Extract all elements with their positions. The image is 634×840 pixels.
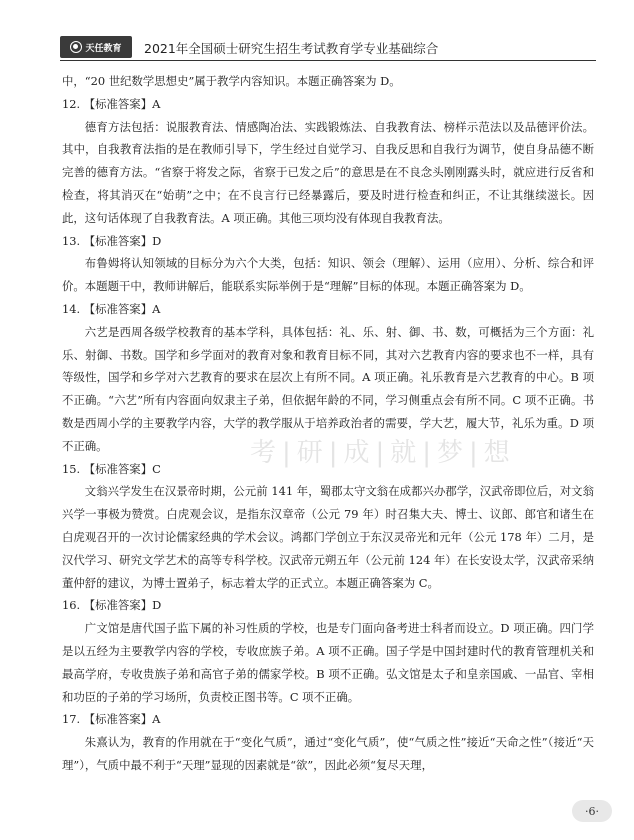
explanation-paragraph: 文翁兴学发生在汉景帝时期，公元前 141 年，蜀郡太守文翁在成都兴办郡学，汉武帝即位后，对文翁兴学一事极为赞赏。白虎观会议，是指东汉章帝（公元 79 年）时召集大夫、博士、议郎、郎官和诸生在白虎观召开的一次讨论儒家经典的学术会议。鸿都门学创立于东汉灵帝光和元年（公元 178 年）二月，是汉代学习、研究文学艺术的高等专科学校。汉武帝元朔五年（公元前 124 年）在长安设太学，汉武帝采纳董仲舒的建议，为博士置弟子，标志着太学的正式立。本题正确答案为 C。 xyxy=(62,484,594,590)
header-title: 2021年全国硕士研究生招生考试教育学专业基础综合 xyxy=(144,41,439,56)
logo-text: 天任教育 xyxy=(85,43,122,54)
watermark: 考|研|成|就|梦|想 xyxy=(250,438,516,468)
answer-heading: 15. 【标准答案】C xyxy=(62,461,161,476)
page-number: ·6· xyxy=(572,800,612,822)
document-body xyxy=(62,70,594,777)
explanation-paragraph: 广文馆是唐代国子监下属的补习性质的学校，也是专门面向备考进士科者而设立。D 项正确。四门学是以五经为主要教学内容的学校，专收庶族子弟。A 项不正确。国子学是中国封建时代的教育管理机关和最高学府，专收贵族子弟和高官子弟的儒家学校。B 项不正确。弘文馆是太子和皇亲国戚、一品官、宰相和功臣的子弟的学习场所，负责校正图书等。C 项不正确。 xyxy=(62,621,594,704)
explanation-paragraph: 朱熹认为，教育的作用就在于“变化气质”，通过“变化气质”，使“气质之性”接近“天命之性”（接近“天理”），气质中最不利于“天理”显现的因素就是“欲”，因此必须“复尽天理， xyxy=(62,735,594,772)
brand-logo xyxy=(60,36,132,58)
answer-heading: 14. 【标准答案】A xyxy=(62,301,161,316)
answer-heading: 12. 【标准答案】A xyxy=(62,96,161,111)
answer-heading: 17. 【标准答案】A xyxy=(62,712,161,727)
answer-heading: 16. 【标准答案】D xyxy=(62,598,162,613)
explanation-paragraph: 六艺是西周各级学校教育的基本学科，具体包括：礼、乐、射、御、书、数，可概括为三个方面：礼乐、射御、书数。国学和乡学面对的教育对象和教育目标不同，其对六艺教育内容的要求也不一样，具有等级性，国学和乡学对六艺教育的要求在层次上有所不同。A 项正确。礼乐教育是六艺教育的中心。B 项不正确。“六艺”所有内容面向奴隶主子弟，但依据年龄的不同，学习侧重点会有所不同。C 项不正确。书数是西周小学的主要教学内容，大学的教学服从于培养政治者的需要，学大艺，履大节，礼乐为重。D 项不正确。 xyxy=(62,324,594,453)
explanation-paragraph: 中，“20 世纪数学思想史”属于教学内容知识。本题正确答案为 D。 xyxy=(62,74,401,88)
explanation-paragraph: 德育方法包括：说服教育法、情感陶冶法、实践锻炼法、自我教育法、榜样示范法以及品德评价法。其中，自我教育法指的是在教师引导下，学生经过自觉学习、自我反思和自我行为调节，使自身品德不断完善的德育方法。“省察于将发之际，省察于已发之后”的意思是在不良念头刚刚露头时，就应进行反省和检查，将其消灭在“始萌”之中；在不良言行已经暴露后，要及时进行检查和纠正，不让其继续滋长。因此，这句话体现了自我教育法。A 项正确。其他三项均没有体现自我教育法。 xyxy=(62,119,594,225)
explanation-paragraph: 布鲁姆将认知领域的目标分为六个大类，包括：知识、领会（理解）、运用（应用）、分析、综合和评价。本题题干中，教师讲解后，能联系实际举例于是“理解”目标的体现。本题正确答案为 D。 xyxy=(62,256,594,294)
logo-icon xyxy=(70,41,82,53)
answer-heading: 13. 【标准答案】D xyxy=(62,233,162,248)
page-header xyxy=(60,36,596,61)
